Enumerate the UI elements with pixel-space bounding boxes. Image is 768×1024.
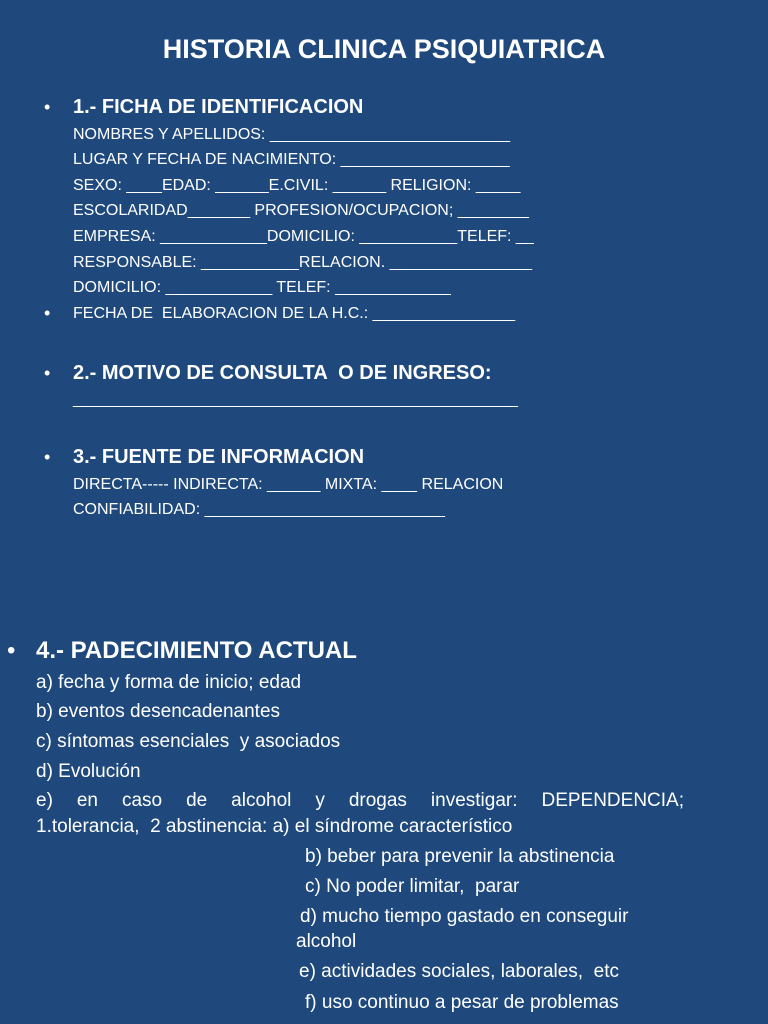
item-c: c) síntomas esenciales y asociados bbox=[36, 731, 341, 752]
section-3-heading: 3.- FUENTE DE INFORMACION bbox=[73, 446, 365, 468]
bullet-section-2: • bbox=[44, 363, 51, 383]
field-directa-indirecta: DIRECTA----- INDIRECTA: ______ MIXTA: ____ RELACION bbox=[73, 476, 504, 493]
field-domicilio: DOMICILIO: ____________ TELEF: _____________ bbox=[73, 279, 451, 296]
bullet-fecha: • bbox=[44, 303, 51, 323]
subitem-e: e) actividades sociales, laborales, etc bbox=[299, 961, 619, 982]
field-lugar-fecha-nacimiento: LUGAR Y FECHA DE NACIMIENTO: ___________________ bbox=[73, 151, 510, 168]
field-confiabilidad: CONFIABILIDAD: ___________________________ bbox=[73, 501, 445, 518]
field-fecha-elaboracion: FECHA DE ELABORACION DE LA H.C.: ________________ bbox=[73, 305, 516, 322]
subitem-d-cont: alcohol bbox=[296, 931, 357, 952]
item-a: a) fecha y forma de inicio; edad bbox=[36, 672, 302, 693]
item-e-second-line: 1.tolerancia, 2 abstinencia: a) el síndrome característico bbox=[36, 816, 513, 837]
subitem-f: f) uso continuo a pesar de problemas bbox=[305, 992, 619, 1013]
section-1-heading: 1.- FICHA DE IDENTIFICACION bbox=[73, 96, 364, 118]
bullet-section-4: • bbox=[7, 637, 16, 664]
section-2-heading: 2.- MOTIVO DE CONSULTA O DE INGRESO: bbox=[73, 362, 492, 384]
subitem-b: b) beber para prevenir la abstinencia bbox=[305, 846, 615, 867]
section-4-heading: 4.- PADECIMIENTO ACTUAL bbox=[36, 637, 357, 664]
field-motivo-line: __________________________________________________ bbox=[73, 391, 518, 408]
page-title: HISTORIA CLINICA PSIQUIATRICA bbox=[162, 34, 606, 64]
field-sexo-edad: SEXO: ____EDAD: ______E.CIVIL: ______ RELIGION: _____ bbox=[73, 177, 521, 194]
item-b: b) eventos desencadenantes bbox=[36, 701, 281, 722]
item-e-first-line: e) en caso de alcohol y drogas investigar: DEPENDENCIA; bbox=[36, 790, 684, 811]
field-empresa: EMPRESA: ____________DOMICILIO: ___________TELEF: __ bbox=[73, 228, 534, 245]
field-nombres: NOMBRES Y APELLIDOS: ___________________________ bbox=[73, 126, 511, 143]
subitem-d: d) mucho tiempo gastado en conseguir bbox=[300, 906, 629, 927]
item-d: d) Evolución bbox=[36, 761, 141, 782]
field-responsable: RESPONSABLE: ___________RELACION. ________________ bbox=[73, 254, 532, 271]
bullet-section-1: • bbox=[44, 97, 51, 117]
subitem-c: c) No poder limitar, parar bbox=[305, 876, 520, 897]
field-escolaridad: ESCOLARIDAD_______ PROFESION/OCUPACION; ________ bbox=[73, 202, 529, 219]
bullet-section-3: • bbox=[44, 447, 51, 467]
